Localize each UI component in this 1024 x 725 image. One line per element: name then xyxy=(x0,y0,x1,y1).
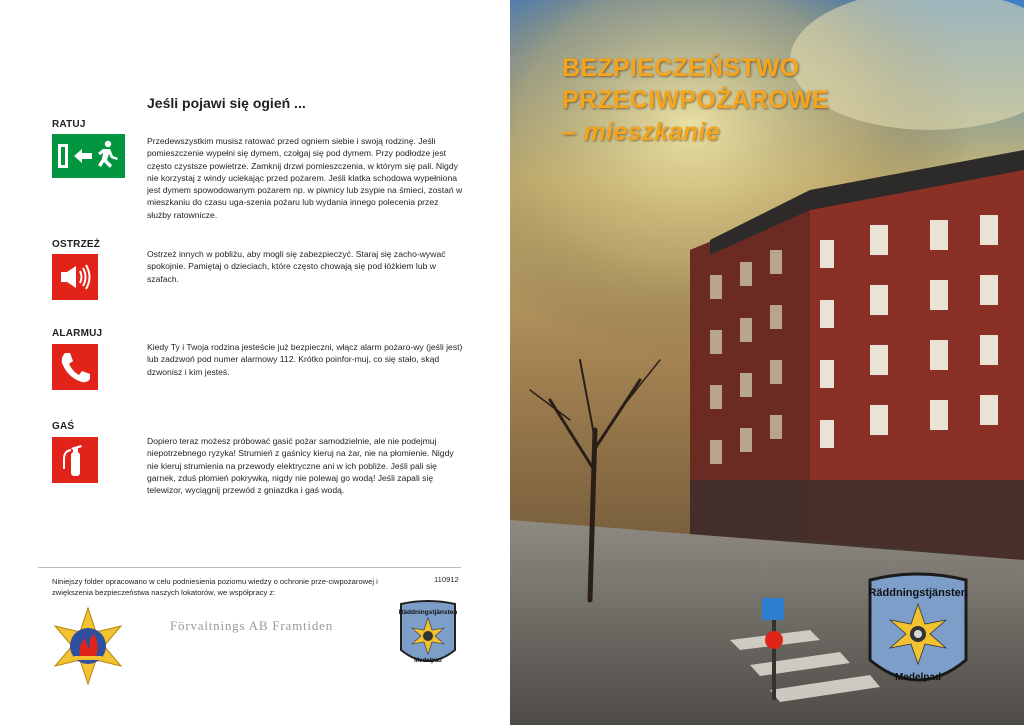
badge-small-bottom-text: Medelpad xyxy=(414,658,442,664)
footer-divider xyxy=(38,567,461,568)
section-label-ostrzez: OSTRZEŻ xyxy=(52,239,101,250)
left-page xyxy=(0,0,510,725)
alarm-speaker-icon xyxy=(52,254,98,300)
document-code: 110912 xyxy=(434,575,459,584)
partner-logo-text: Förvaltnings AB Framtiden xyxy=(170,618,333,633)
cover-title-line-3: – mieszkanie xyxy=(562,118,720,146)
section-text-alarmuj: Kiedy Ty i Twoja rodzina jesteście już bezpieczni, włącz alarm pożaro-wy (jeśli jest) lub zadzwoń pod numer alarmowy 112. Krótko poinfor-muj, co się stało, skąd dzwonisz i kim jesteś. xyxy=(147,342,463,377)
badge-large-bottom-text: Medelpad xyxy=(894,672,942,683)
fire-extinguisher-icon xyxy=(52,437,98,483)
fire-service-star-logo xyxy=(50,606,126,686)
cover-title-line-2: PRZECIWPOŻAROWE xyxy=(562,86,829,114)
section-label-gas: GAŚ xyxy=(52,421,75,432)
emergency-exit-icon xyxy=(52,134,125,178)
page-heading: Jeśli pojawi się ogień ... xyxy=(147,95,306,111)
raddningstjansten-badge-large xyxy=(864,572,972,702)
section-text-ratuj: Przedewszystkim musisz ratować przed ogniem siebie i swoją rodzinę. Jeśli pomieszczenie wypełni się dymem, czołgaj się pod dymem. Przy podłodze jest często czystsze powietrze. Zamknij drzwi pomieszczenia, w którym się pali. Nigdy nie korzystaj z windy uciekając przed pożarem. Jeśli klatka schodowa wypełniona jest dymem spowodowanym pożarem np. w piwnicy lub zsypie na śmieci, zostań w mieszkaniu do czasu uga-szenia pożaru lub wydania innego polecenia przez służby ratownicze. xyxy=(147,136,463,220)
raddningstjansten-badge-small xyxy=(395,600,461,676)
badge-small-top-text: Räddningstjänsten xyxy=(398,609,458,616)
cover-title xyxy=(562,52,829,148)
footer-note: Niniejszy folder opracowano w celu podniesienia poziomu wiedzy o ochronie prze-ciwpożarowej i zwiększenia bezpieczeństwa naszych lokatorów, we współpracy z: xyxy=(52,577,378,597)
cover-title-line-1: BEZPIECZEŃSTWO xyxy=(562,54,800,82)
badge-large-top-text: Räddningstjänsten xyxy=(868,587,968,599)
cover-photo-page xyxy=(510,0,1024,725)
section-text-gas: Dopiero teraz możesz próbować gasić pożar samodzielnie, ale nie podejmuj niepotrzebnego ryzyka! Strumień z gaśnicy kieruj na żar, nie na płomienie. Nigdy nie kieruj strumienia na przewody elektryczne ani w ich pobliże. Jeśli pali się garnek, zduś płomień pokrywką, nigdy nie polewaj go wodą! Jeśli zapali się telewizor, wyciągnij przewód z gniazdka i gaś wodą. xyxy=(147,436,454,496)
phone-icon xyxy=(52,344,98,390)
section-label-alarmuj: ALARMUJ xyxy=(52,328,103,339)
section-label-ratuj: RATUJ xyxy=(52,119,86,130)
section-text-ostrzez: Ostrzeż innych w pobliżu, aby mogli się zabezpieczyć. Staraj się zacho-wywać spokojnie. Pamiętaj o dzieciach, które często chowają się pod łóżkiem lub w szafach. xyxy=(147,249,446,284)
